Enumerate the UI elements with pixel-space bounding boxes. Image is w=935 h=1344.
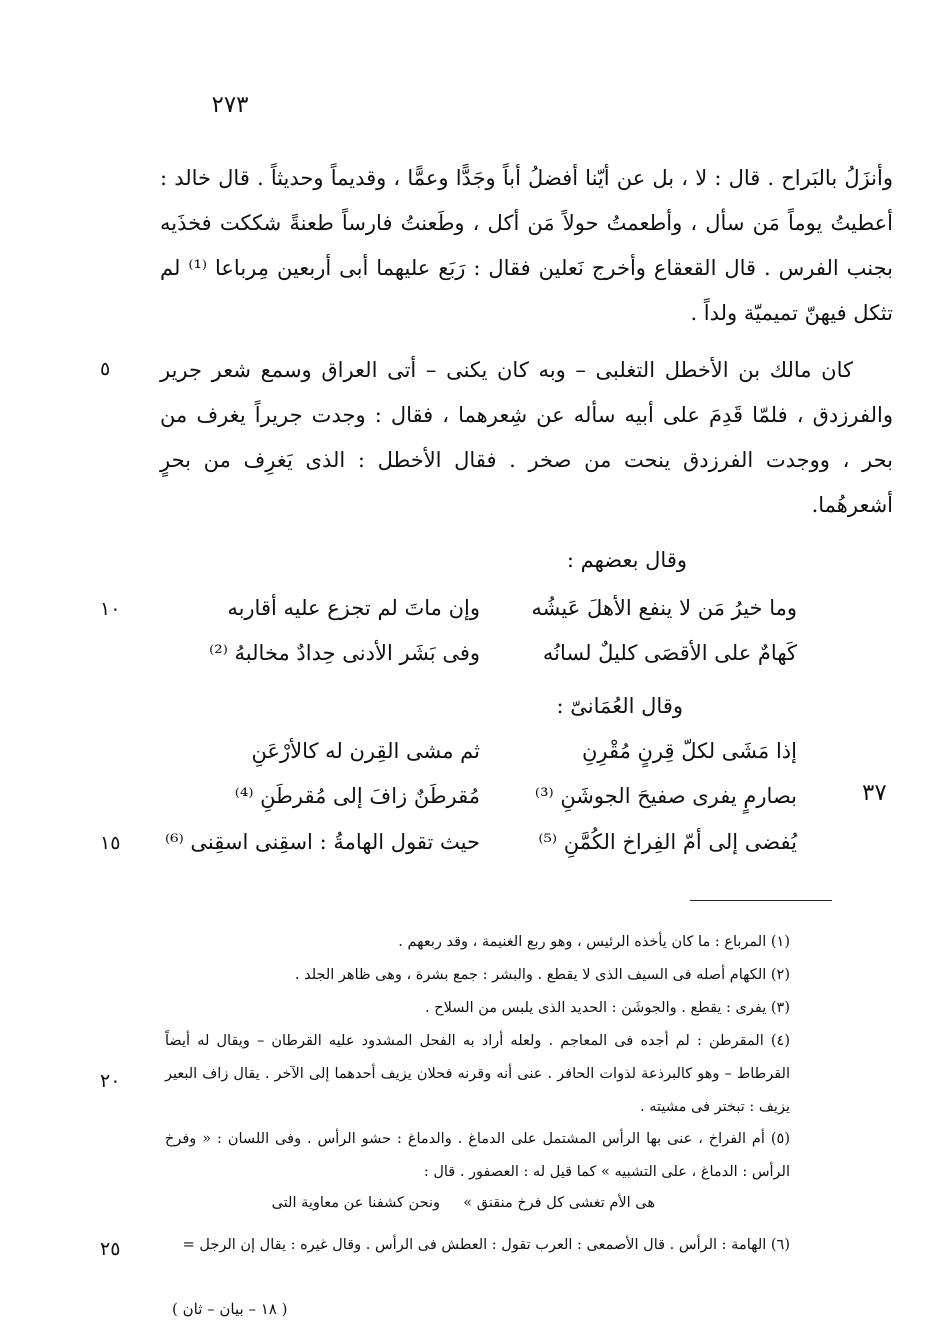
- footnote-4: (٤) المقرطن : لم أجده فى المعاجم . ولعله أراد به الفحل المشدود عليه القرطان – ويقال له أيضاً القرطاط – وهو كالبرذعة لذوات الحافر . عنى أنه وقرنه فحلان يزيف أحدهما إلى الآخر . يقال زاف البعير يزيف : تبختر فى مشيته .: [165, 1033, 790, 1115]
- verse-intro-1: وقال بعضهم :: [566, 548, 687, 572]
- footnote-verse-second: هى الأم تغشى كل فرخ منقنق »: [463, 1195, 655, 1211]
- line-number-20: ٢٠: [100, 1070, 121, 1092]
- footnote-6: (٦) الهامة : الرأس . قال الأصمعى : العرب تقول : العطش فى الرأس . وقال غيره : يقال إن الرجل =: [182, 1237, 790, 1253]
- printer-signature: ( ١٨ – بيان – ثان ): [172, 1300, 288, 1318]
- verse-2-first-hemistich: كَهامٌ على الأقصَى كليلٌ لسانُه: [542, 641, 797, 665]
- verse-4-first-hemistich: بصارمٍ يفرى صفيحَ الجوشَنِ ⁽³⁾: [534, 784, 797, 808]
- verse-3-second-hemistich: ثم مشى القِرن له كالأرْعَنِ: [251, 739, 480, 763]
- line-number-5: ٥: [100, 358, 111, 380]
- verse-intro-2: وقال العُمَانىّ :: [556, 694, 683, 718]
- line-number-25: ٢٥: [100, 1238, 121, 1260]
- line-number-15: ١٥: [100, 832, 121, 854]
- verse-2-second-hemistich: وفى بَشَر الأدنى حِدادٌ مخالبهُ ⁽²⁾: [209, 641, 480, 665]
- footnote-3: (٣) يفرى : يقطع . والجوشَن : الحديد الذى يلبس من السلاح .: [425, 1000, 790, 1016]
- page-number: ٢٧٣: [211, 92, 249, 118]
- paragraph-1: وأنزَلُ بالبَراح . قال : لا ، بل عن أيّنا أفضلُ أباً وجَدًّا وعمًّا ، وقديماً وحديثاً . قال خالد : أعطيتُ يوماً مَن سأل ، وأطعمتُ حولاً مَن أكل ، وطَعنتُ فارساً طعنةً شككت فخذَيه بجنب الفرس . قال القعقاع وأخرج نَعلين فقال : رَبَع عليهما أبى أربعين مِرباعا ⁽¹⁾ لم تثكل فيهنّ تميميّة ولداً .: [160, 166, 893, 325]
- footnote-1: (١) المرباع : ما كان يأخذه الرئيس ، وهو ربع الغنيمة ، وقد ربعهم .: [398, 934, 790, 950]
- verse-5-second-hemistich: حيث تقول الهامةُ : اسقِنى اسقِنى ⁽⁶⁾: [165, 830, 480, 854]
- footnote-2: (٢) الكهام أصله فى السيف الذى لا يقطع . والبشر : جمع بشرة ، وهى ظاهر الجلد .: [294, 967, 790, 983]
- footnote-5: (٥) أم الفراخ ، عنى بها الرأس المشتمل على الدماغ . والدماغ : حشو الرأس . وفى اللسان : « وفرخ الرأس : الدماغ ، على التشبيه » كما قيل له : العصفور . قال :: [165, 1131, 790, 1180]
- verse-4-second-hemistich: مُقرطَنٌ زافَ إلى مُقرطَنِ ⁽⁴⁾: [234, 784, 480, 808]
- line-number-10: ١٠: [100, 598, 121, 620]
- footnote-separator: [690, 900, 832, 901]
- verse-1-first-hemistich: وما خيرُ مَن لا ينفع الأهلَ عَيشُه: [531, 596, 797, 620]
- verse-5-first-hemistich: يُفضى إلى أمّ الفِراخ الكُمَّنِ ⁽⁵⁾: [538, 830, 797, 854]
- paragraph-2: كان مالك بن الأخطل التغلبى – وبه كان يكنى – أتى العراق وسمع شعر جرير والفرزدق ، فلمّا قَدِمَ على أبيه سأله عن شِعرهما ، فقال : وجدت جريراً يغرف من بحر ، ووجدت الفرزدق ينحت من صخر . فقال الأخطل : الذى يَغرِف من بحرٍ أشعرهُما.: [160, 358, 893, 517]
- original-page-number: ٣٧: [862, 780, 887, 806]
- footnote-verse-first: ونحن كشفنا عن معاوية التى: [271, 1195, 440, 1211]
- verse-1-second-hemistich: وإن ماتَ لم تجزع عليه أقاربه: [227, 596, 480, 620]
- verse-3-first-hemistich: إذا مَشَى لكلّ قِرنٍ مُقْرِنِ: [581, 739, 797, 763]
